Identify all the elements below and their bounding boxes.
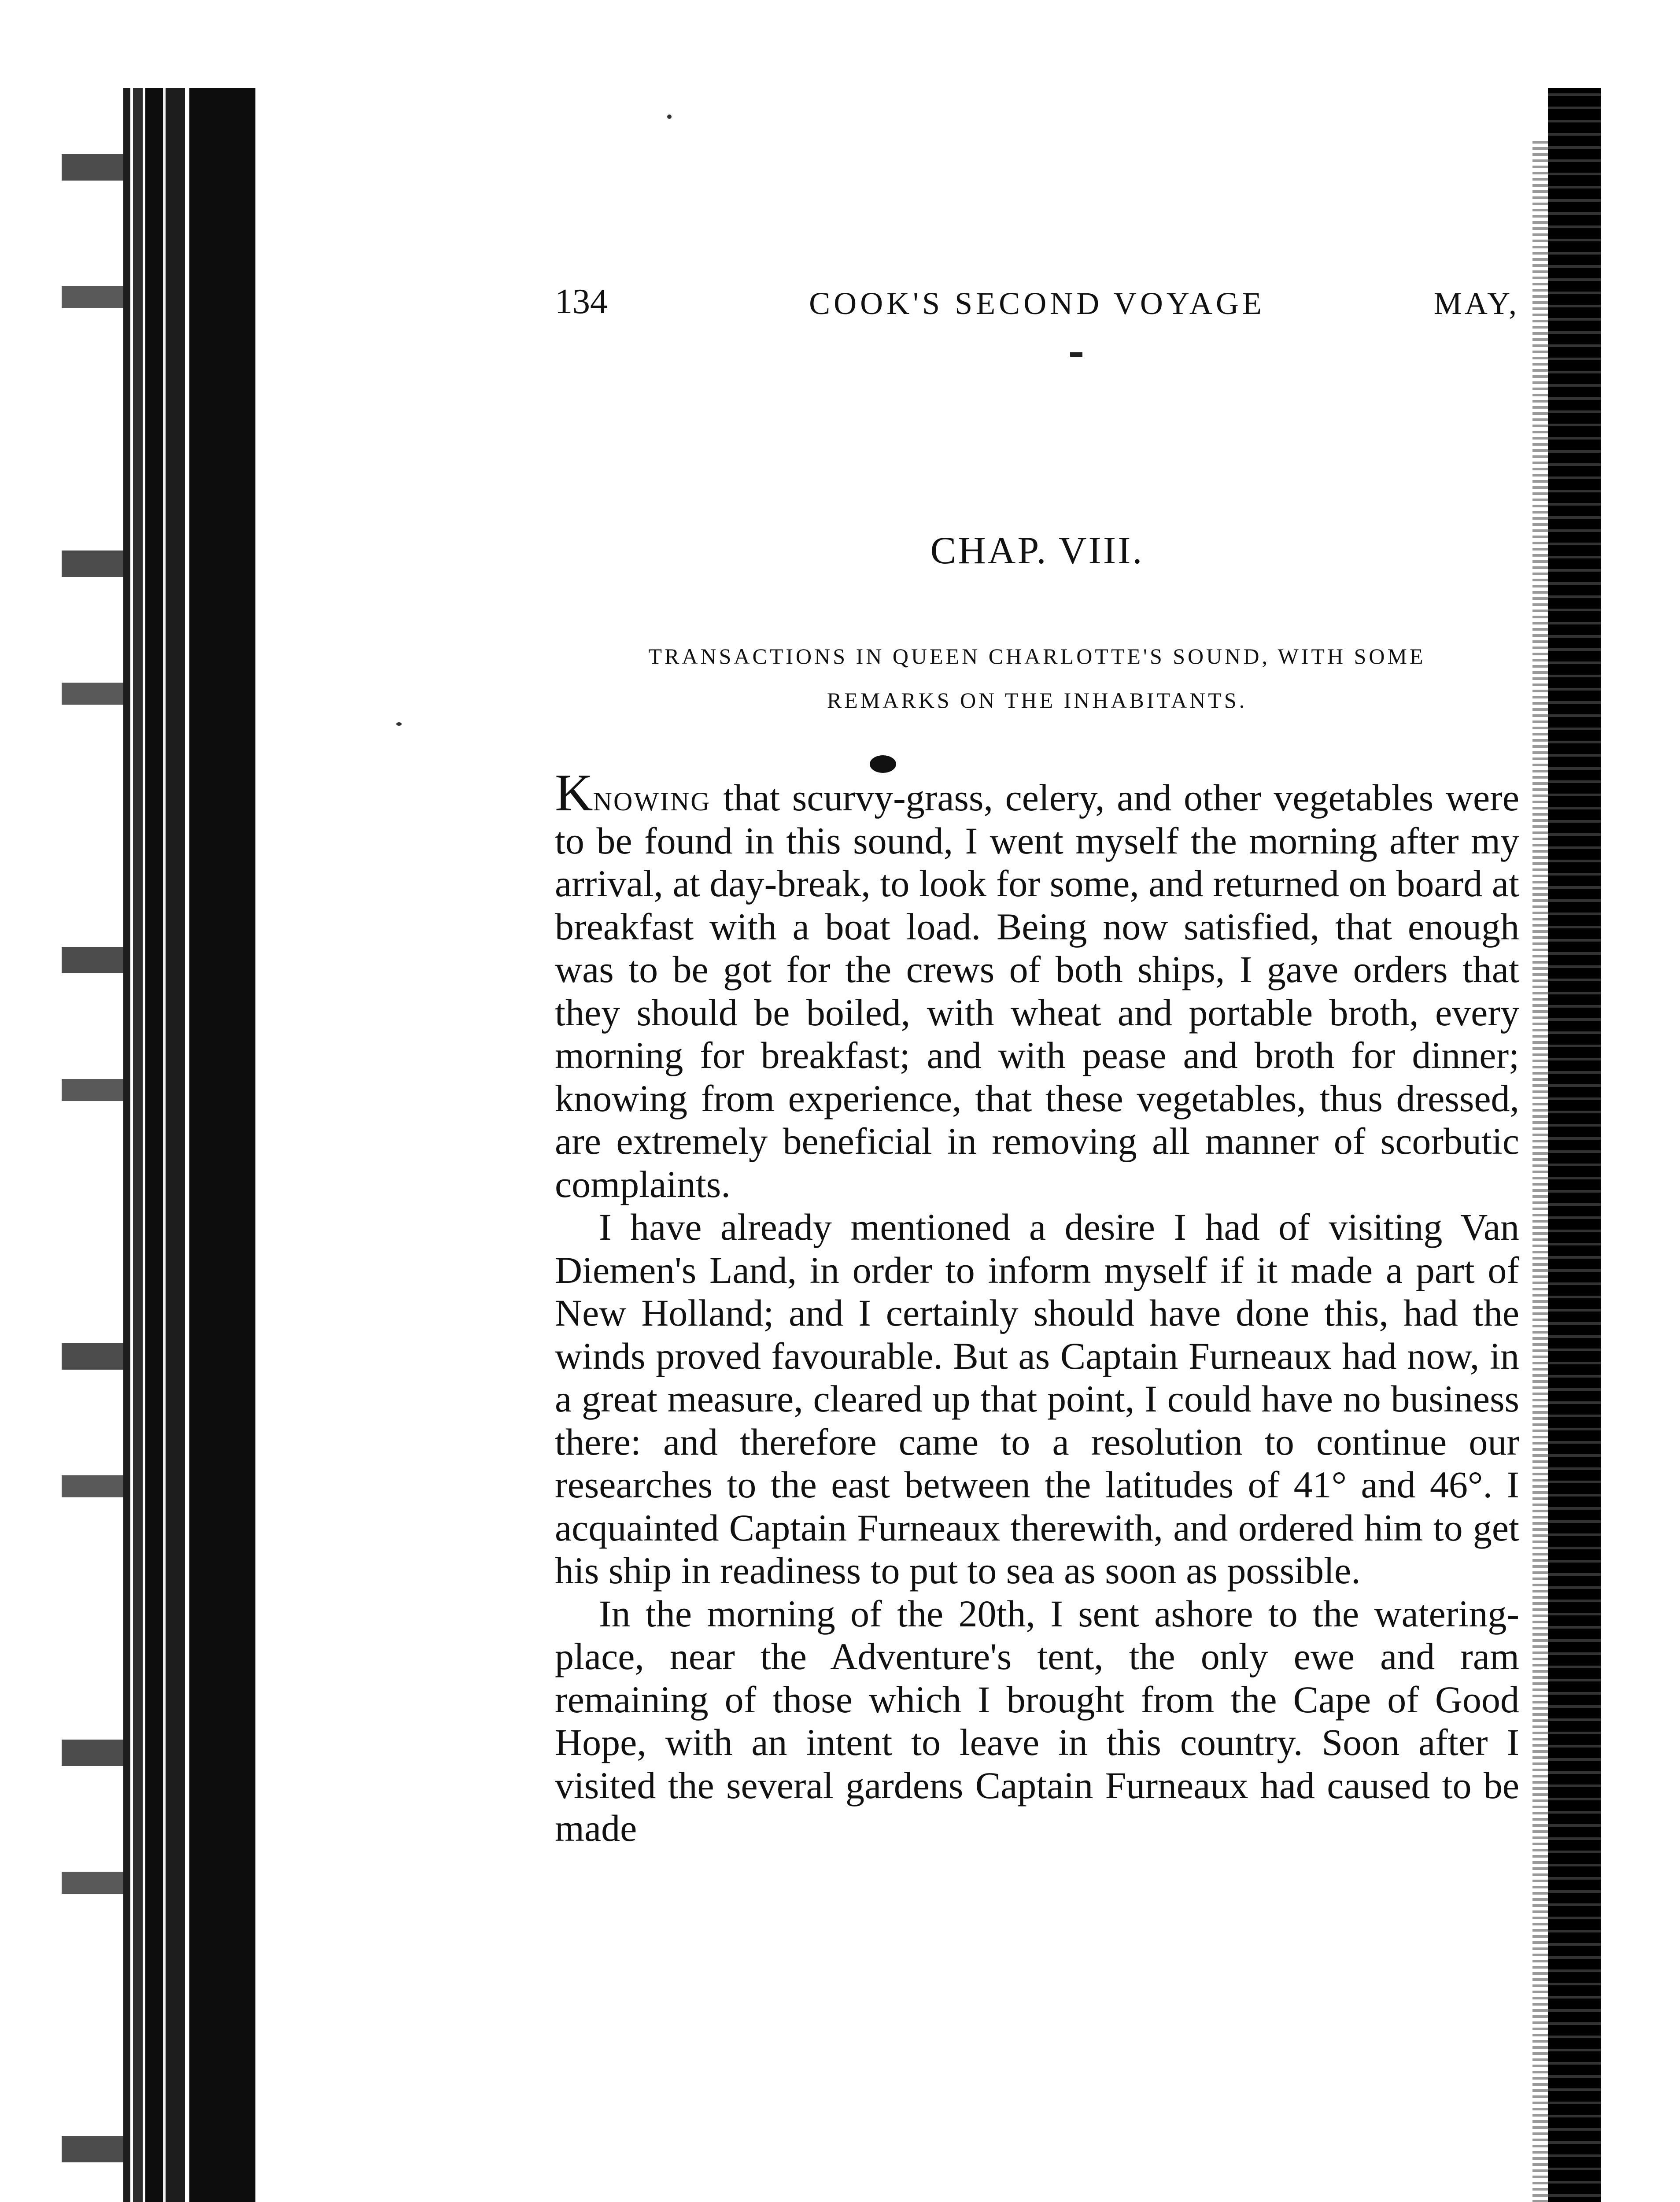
- scan-speck: [396, 722, 402, 726]
- right-page-edge: [1532, 141, 1550, 2202]
- page-number: 134: [555, 282, 608, 321]
- first-word-small-caps: nowing: [593, 776, 711, 819]
- ink-blot-icon: [870, 755, 896, 773]
- running-title: COOK'S SECOND VOYAGE: [809, 286, 1265, 321]
- right-binding-shadow: [1548, 88, 1601, 2202]
- scan-speck: [667, 115, 672, 119]
- chapter-subtitle-line-2: REMARKS ON THE INHABITANTS.: [827, 688, 1248, 713]
- paragraph-2: I have already mentioned a desire I had of visiting Van Diemen's Land, in order to inform myself if it made a part of New Holland; and I certainly should have done this, had the winds proved favourable. But as Captain Furneaux had now, in a great measure, cleared up that point, I could have no business there: and therefore came to a resolution to continue our researches to the east between the latitudes of 41° and 46°. I acquainted Captain Furneaux therewith, and ordered him to get his ship in readiness to put to sea as soon as possible.: [555, 1206, 1519, 1592]
- paragraph-1-text: that scurvy-grass, celery, and other vegetables were to be found in this sound, I went myself the morning after my arrival, at day-break, to look for some, and returned on board at breakfast with a boat load. Being now satisfied, that enough was to be got for the crews of both ships, I gave orders that they should be boiled, with wheat and portable broth, every morning for breakfast; and with pease and broth for dinner; knowing from experience, that these vegetables, thus dressed, are extremely beneficial in removing all manner of scorbutic complaints.: [555, 776, 1519, 1205]
- scan-binding-fragments: [62, 101, 123, 2202]
- paragraph-3: In the morning of the 20th, I sent ashore to the watering-place, near the Adventure's tent, the only ewe and ram remaining of those which I brought from the Cape of Good Hope, with an intent to leave in this country. Soon after I visited the several gardens Captain Furneaux had caused to be made: [555, 1592, 1519, 1849]
- running-head: [555, 282, 1519, 330]
- drop-cap: K: [555, 763, 593, 822]
- paragraph-1: [555, 763, 1519, 1206]
- chapter-title: CHAP. VIII.: [930, 529, 1144, 572]
- running-month: MAY,: [1433, 286, 1519, 321]
- body-text: [555, 763, 1519, 1850]
- left-binding-shadow: [123, 88, 255, 2202]
- chapter-subtitle-line-1: TRANSACTIONS IN QUEEN CHARLOTTE'S SOUND, WITH SOME: [648, 644, 1426, 669]
- header-dash: [1070, 352, 1082, 357]
- chapter-subtitle: [555, 634, 1519, 722]
